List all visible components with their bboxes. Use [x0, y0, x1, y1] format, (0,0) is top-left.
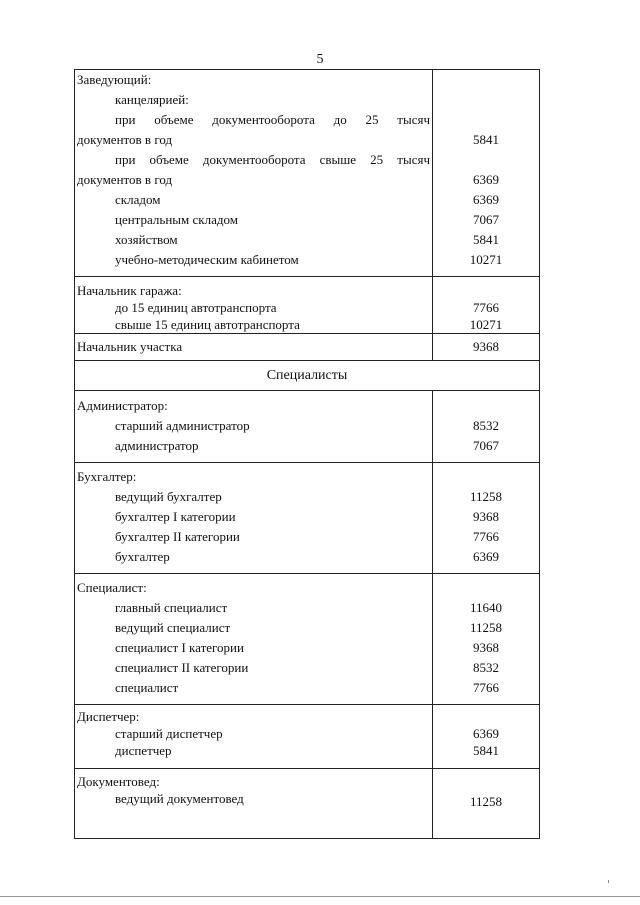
value-cell — [433, 574, 540, 705]
salary-value: 10271 — [469, 252, 503, 267]
item-label: при объеме документооборота свыше 25 тысяч — [115, 152, 430, 167]
name-cell — [75, 277, 433, 334]
item-label: ведущий документовед — [115, 791, 244, 806]
salary-value: 6369 — [473, 549, 499, 564]
item-label: бухгалтер II категории — [115, 529, 240, 544]
item-label: старший администратор — [115, 418, 250, 433]
name-cell — [75, 334, 433, 361]
item-label: ведущий специалист — [115, 620, 231, 635]
group-title: Диспетчер: — [77, 709, 140, 724]
salary-value: 5841 — [473, 232, 499, 247]
table-row-uchastok — [75, 334, 540, 361]
table-row-doc — [75, 769, 540, 839]
item-label: документов в год — [77, 132, 173, 147]
group-title: Документовед: — [77, 774, 160, 789]
table-row-disp — [75, 705, 540, 769]
value-cell — [433, 391, 540, 463]
table-row-buh — [75, 463, 540, 574]
salary-table — [74, 69, 540, 839]
value-cell — [433, 70, 540, 277]
group-title: Специалист: — [77, 580, 147, 595]
item-label: центральным складом — [115, 212, 238, 227]
salary-value: 6369 — [473, 172, 499, 187]
item-label: бухгалтер I категории — [115, 509, 236, 524]
section-header-cell — [75, 361, 540, 391]
item-label: до 15 единиц автотранспорта — [115, 300, 277, 315]
name-cell — [75, 705, 433, 769]
salary-value: 5841 — [473, 132, 499, 147]
group-title: Начальник гаража: — [77, 283, 182, 298]
value-cell — [433, 463, 540, 574]
salary-value: 7766 — [473, 680, 499, 695]
value-cell — [433, 769, 540, 839]
salary-value: 11258 — [469, 794, 503, 809]
table-row-section — [75, 361, 540, 391]
item-label: специалист — [115, 680, 179, 695]
page-bottom-edge — [0, 896, 640, 897]
salary-value: 9368 — [473, 509, 499, 524]
item-label: специалист I категории — [115, 640, 244, 655]
value-cell — [433, 334, 540, 361]
salary-value: 6369 — [473, 192, 499, 207]
page-number: 5 — [316, 52, 324, 67]
item-label: канцелярией: — [115, 92, 189, 107]
salary-value: 11258 — [469, 620, 503, 635]
item-label: специалист II категории — [115, 660, 249, 675]
group-title: Бухгалтер: — [77, 469, 137, 484]
value-cell — [433, 705, 540, 769]
salary-value: 8532 — [473, 418, 499, 433]
salary-value: 9368 — [473, 339, 499, 354]
group-title: Администратор: — [77, 398, 168, 413]
item-label: при объеме документооборота до 25 тысяч — [115, 112, 430, 127]
name-cell — [75, 574, 433, 705]
item-label: свыше 15 единиц автотранспорта — [115, 317, 300, 332]
name-cell — [75, 70, 433, 277]
salary-value: 11640 — [469, 600, 503, 615]
item-label: диспетчер — [115, 743, 172, 758]
table-row-zaveduyushchiy — [75, 70, 540, 277]
item-label: складом — [115, 192, 161, 207]
item-label: бухгалтер — [115, 549, 170, 564]
item-label: старший диспетчер — [115, 726, 223, 741]
salary-value: 8532 — [473, 660, 499, 675]
name-cell — [75, 463, 433, 574]
salary-value: 7067 — [473, 438, 499, 453]
value-cell — [433, 277, 540, 334]
salary-value: 9368 — [473, 640, 499, 655]
item-label: учебно-методическим кабинетом — [115, 252, 299, 267]
section-header: Специалисты — [266, 368, 348, 383]
group-title: Заведующий: — [77, 72, 152, 87]
item-label: ведущий бухгалтер — [115, 489, 222, 504]
name-cell — [75, 769, 433, 839]
salary-value: 7067 — [473, 212, 499, 227]
salary-value: 7766 — [473, 529, 499, 544]
salary-value: 6369 — [473, 726, 499, 741]
salary-value: 10271 — [469, 317, 503, 332]
table-row-spec — [75, 574, 540, 705]
table-row-admin — [75, 391, 540, 463]
scan-speck — [608, 880, 609, 883]
item-label: хозяйством — [115, 232, 178, 247]
item-label: главный специалист — [115, 600, 228, 615]
salary-value: 7766 — [473, 300, 499, 315]
group-title: Начальник участка — [77, 339, 183, 354]
name-cell — [75, 391, 433, 463]
item-label: администратор — [115, 438, 199, 453]
table-row-garage — [75, 277, 540, 334]
item-label: документов в год — [77, 172, 173, 187]
salary-value: 5841 — [473, 743, 499, 758]
salary-value: 11258 — [469, 489, 503, 504]
